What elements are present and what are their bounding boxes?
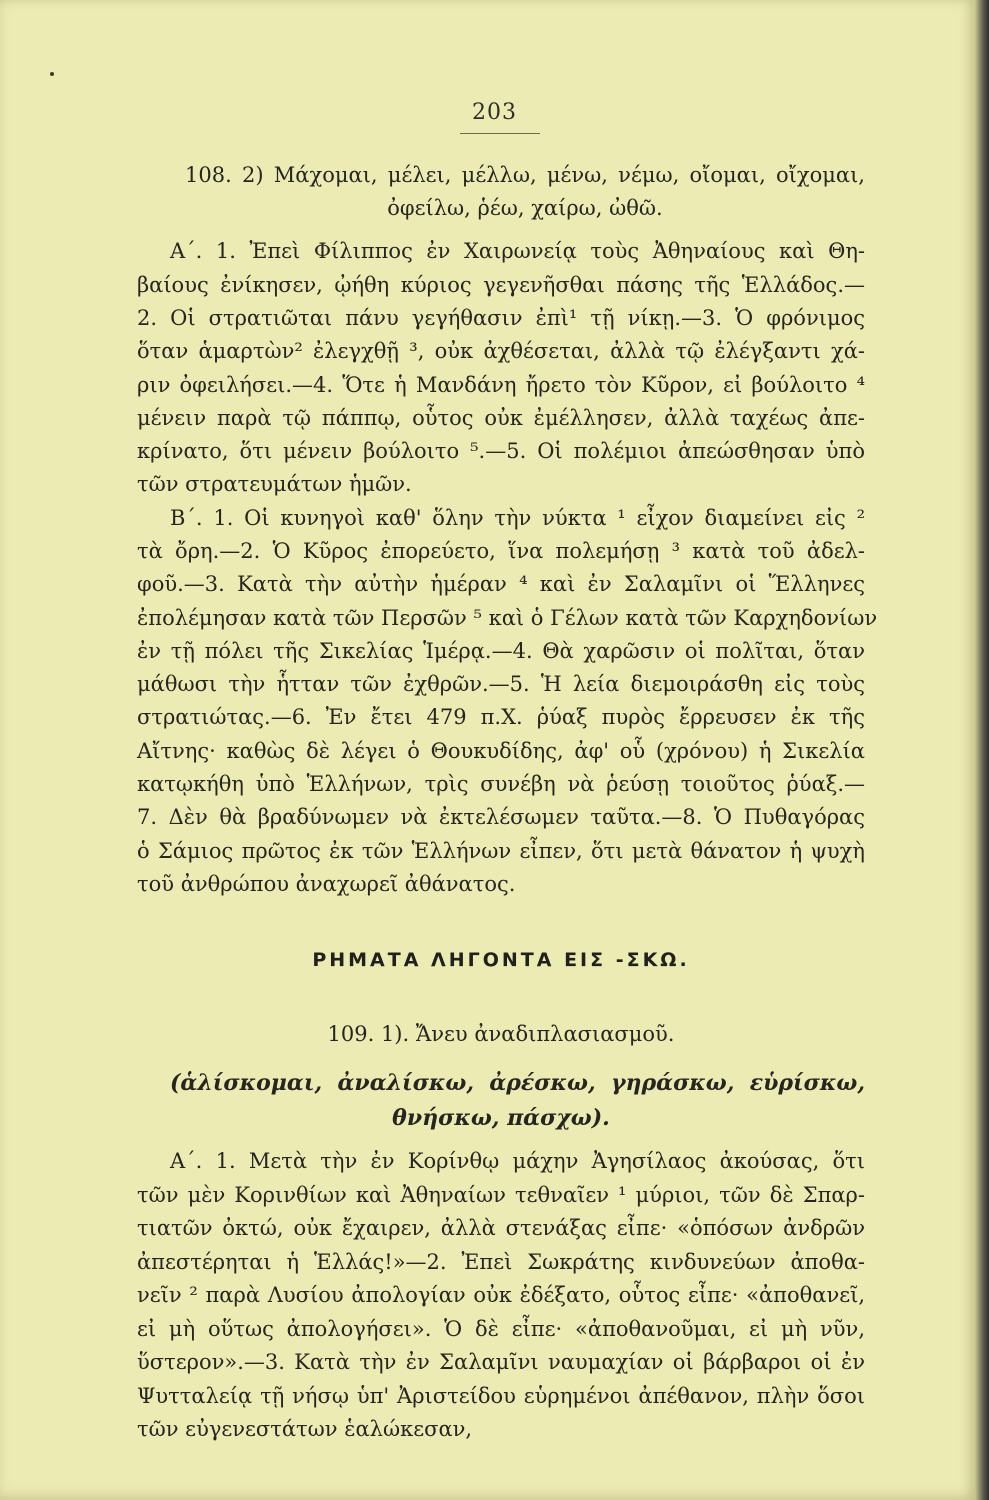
text-line: ὅταν ἁμαρτὼν² ἐλεγχθῇ ³, οὐκ ἀχθέσεται, ἀλλὰ τῷ ἐλέγξαντι χά-: [137, 339, 865, 363]
text-line: τῶν στρατευμάτων ἡμῶν.: [137, 472, 412, 496]
spine-shadow: [975, 0, 989, 1500]
text-line: τοῦ ἀνθρώπου ἀναχωρεῖ ἀθάνατος.: [137, 872, 516, 896]
text-line: φοῦ.—3. Κατὰ τὴν αὐτὴν ἡμέραν ⁴ καὶ ἐν Σαλαμῖνι οἱ Ἕλληνες: [137, 572, 865, 596]
text-line: ἐπολέμησαν κατὰ τῶν Περσῶν ⁵ καὶ ὁ Γέλων κατὰ τῶν Καρχηδονίων: [137, 606, 878, 630]
text-line: Β΄. 1. Οἱ κυνηγοὶ καθ' ὅλην τὴν νύκτα ¹ εἶχον διαμείνει εἰς ²: [170, 506, 865, 530]
section-109-title: 109. 1). Ἄνευ ἀναδιπλασιασμοῦ.: [327, 1022, 675, 1046]
verb-list-line-1: (ἁλίσκομαι, ἀναλίσκω, ἀρέσκω, γηράσκω, εὑρίσκω,: [170, 1070, 865, 1096]
text-line: ριν ὀφειλήσει.—4. Ὅτε ἡ Μανδάνη ἤρετο τὸν Κῦρον, εἰ βούλοιτο ⁴: [137, 373, 865, 397]
page-number: 203: [472, 100, 517, 125]
text-line: κατῳκήθη ὑπὸ Ἑλλήνων, τρὶς συνέβη νὰ ῥεύσῃ τοιοῦτος ῥύαξ.—: [137, 772, 865, 796]
section-108-title-line-2: ὀφείλω, ῥέω, χαίρω, ὠθῶ.: [387, 196, 663, 220]
text-line: ὁ Σάμιος πρῶτος ἐκ τῶν Ἑλλήνων εἶπεν, ὅτι μετὰ θάνατον ἡ ψυχὴ: [137, 839, 865, 863]
text-line: ὕστερον».—3. Κατὰ τὴν ἐν Σαλαμῖνι ναυμαχίαν οἱ βάρβαροι οἱ ἐν: [137, 1350, 865, 1374]
text-line: τῶν μὲν Κορινθίων καὶ Ἀθηναίων τεθναῖεν ¹ μύριοι, τῶν δὲ Σπαρ-: [137, 1183, 865, 1207]
text-line: 2. Οἱ στρατιῶται πάνυ γεγήθασιν ἐπὶ¹ τῇ νίκῃ.—3. Ὁ φρόνιμος: [137, 306, 865, 330]
text-line: Α΄. 1. Μετὰ τὴν ἐν Κορίνθῳ μάχην Ἀγησίλαος ἀκούσας, ὅτι: [170, 1149, 865, 1173]
ink-speck: [50, 72, 54, 76]
text-line: ἀπεστέρηται ἡ Ἑλλάς!»—2. Ἐπεὶ Σωκράτης κινδυνεύων ἀποθα-: [137, 1250, 865, 1274]
text-line: Α΄. 1. Ἐπεὶ Φίλιππος ἐν Χαιρωνείᾳ τοὺς Ἀθηναίους καὶ Θη-: [170, 239, 865, 263]
text-line: Ψυτταλείᾳ τῇ νήσῳ ὑπ' Ἀριστείδου εὑρημένοι ἀπέθανον, πλὴν ὅσοι: [137, 1384, 865, 1408]
text-line: τῶν εὐγενεστάτων ἑαλώκεσαν,: [137, 1417, 473, 1441]
text-line: τὰ ὄρη.—2. Ὁ Κῦρος ἐπορεύετο, ἵνα πολεμήσῃ ³ κατὰ τοῦ ἀδελ-: [137, 539, 865, 563]
text-line: στρατιώτας.—6. Ἐν ἔτει 479 π.Χ. ῥύαξ πυρὸς ἔρρευσεν ἐκ τῆς: [137, 705, 865, 729]
text-line: τιατῶν ὀκτώ, οὐκ ἔχαιρεν, ἀλλὰ στενάξας εἶπε· «ὁπόσων ἀνδρῶν: [137, 1216, 865, 1240]
header-rule: [460, 133, 540, 134]
text-line: κρίνατο, ὅτι μένειν βούλοιτο ⁵.—5. Οἱ πολέμιοι ἀπεώσθησαν ὑπὸ: [137, 439, 865, 463]
text-line: ἐν τῇ πόλει τῆς Σικελίας Ἱμέρᾳ.—4. Θὰ χαρῶσιν οἱ πολῖται, ὅταν: [137, 639, 865, 663]
verb-list-line-2: θνήσκω, πάσχω).: [392, 1105, 610, 1131]
section-heading: ΡΗΜΑΤΑ ΛΗΓΟΝΤΑ ΕΙΣ -ΣΚΩ.: [312, 949, 690, 971]
text-line: βαίους ἐνίκησεν, ᾠήθη κύριος γεγενῆσθαι πάσης τῆς Ἑλλάδος.—: [137, 273, 865, 297]
text-line: νεῖν ² παρὰ Λυσίου ἀπολογίαν οὐκ ἐδέξατο, οὗτος εἶπε· «ἀποθανεῖ,: [137, 1283, 865, 1307]
text-line: μένειν παρὰ τῷ πάππῳ, οὗτος οὐκ ἐμέλλησεν, ἀλλὰ ταχέως ἀπε-: [137, 406, 865, 430]
section-108-title-line-1: 108. 2) Μάχομαι, μέλει, μέλλω, μένω, νέμω, οἴομαι, οἴχομαι,: [185, 163, 865, 187]
text-line: εἰ μὴ οὕτως ἀπολογήσει». Ὁ δὲ εἶπε· «ἀποθανοῦμαι, εἰ μὴ νῦν,: [137, 1317, 865, 1341]
text-line: 7. Δὲν θὰ βραδύνωμεν νὰ ἐκτελέσωμεν ταῦτα.—8. Ὁ Πυθαγόρας: [137, 805, 865, 829]
text-line: Αἴτνης· καθὼς δὲ λέγει ὁ Θουκυδίδης, ἀφ' οὗ (χρόνου) ἡ Σικελία: [137, 739, 865, 763]
text-line: μάθωσι τὴν ἧτταν τῶν ἐχθρῶν.—5. Ἡ λεία διεμοιράσθη εἰς τοὺς: [137, 672, 865, 696]
